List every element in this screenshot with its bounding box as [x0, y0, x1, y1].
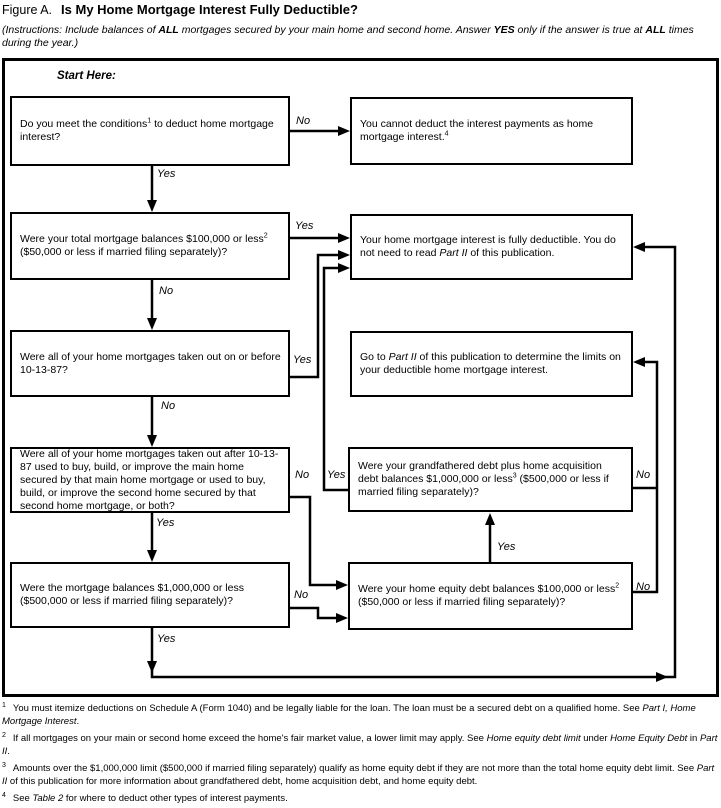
- footnote-4-marker: 4: [2, 791, 6, 799]
- label-r4-no: No: [636, 469, 651, 481]
- label-r5-no: No: [636, 581, 651, 593]
- box-q3-text: Were all of your home mortgages taken out on or before 10-13-87?: [20, 350, 281, 376]
- footnote-4-text: See Table 2 for where to deduct other types of interest payments.: [12, 793, 288, 804]
- footnote-3-text: Amounts over the $1,000,000 limit ($500,000 if married filing separately) qualify as home equity debt if they are not more than the total home equity debt limit. See Part II of this publication for more information about grandfathered debt, home acquisition debt, and home equity debt.: [2, 763, 715, 787]
- footnote-1-marker: 1: [2, 701, 6, 709]
- box-r3-go-to-part2: [350, 331, 633, 397]
- label-q2-no: No: [159, 285, 174, 297]
- box-r1-cannot-deduct: [350, 97, 633, 165]
- label-q1-no: No: [296, 115, 311, 127]
- label-q4-no: No: [295, 469, 310, 481]
- label-q5-yes: Yes: [157, 633, 176, 645]
- label-q3-no: No: [161, 400, 176, 412]
- label-q1-yes: Yes: [157, 168, 176, 180]
- label-r4-yes: Yes: [327, 469, 346, 481]
- instructions-text: (Instructions: Include balances of ALL mortgages secured by your main home and second home. Answer YES only if the answer is true at ALL times during the year.): [2, 24, 694, 49]
- footnote-2-text: If all mortgages on your main or second home exceed the home's fair market value, a lower limit may apply. See Home equity debt limit under Home Equity Debt in Part II.: [2, 733, 718, 757]
- box-r1-text: You cannot deduct the interest payments as home mortgage interest.$^4$: [360, 118, 594, 143]
- box-q5-mortgage-balances: [10, 562, 290, 628]
- box-q2-text: Were your total mortgage balances $100,000 or less$^2$ ($50,000 or less if married filing separately)?: [20, 232, 268, 258]
- box-q1-text: Do you meet the conditions$^1$ to deduct home mortgage interest?: [20, 117, 274, 143]
- figure-label: Figure A.: [2, 3, 53, 17]
- label-r5-yes: Yes: [497, 541, 516, 553]
- footnote-4: [2, 792, 718, 805]
- box-q5-text: Were the mortgage balances $1,000,000 or less ($500,000 or less if married filing separately)?: [20, 582, 244, 607]
- footnote-2-marker: 2: [2, 731, 6, 739]
- box-r4-grandfathered-debt: [348, 447, 633, 512]
- box-q2-total-balances: [10, 212, 290, 280]
- footnotes-section: [2, 702, 718, 808]
- label-q4-yes: Yes: [156, 517, 175, 529]
- footnote-3: [2, 762, 718, 788]
- footnote-2: [2, 732, 718, 758]
- label-q2-yes: Yes: [295, 220, 314, 232]
- start-here-label: Start Here:: [57, 70, 116, 82]
- box-r3-text: Go to Part II of this publication to determine the limits on your deductible home mortgage interest.: [360, 351, 621, 376]
- box-r5-text: Were your home equity debt balances $100,000 or less$^2$ ($50,000 or less if married filing separately)?: [358, 582, 620, 608]
- box-q3-before-101387: [10, 330, 290, 397]
- footnote-1-text: You must itemize deductions on Schedule A (Form 1040) and be legally liable for the loan. The loan must be a secured debt on a qualified home. See Part I, Home Mortgage Interest.: [2, 703, 696, 727]
- box-r2-fully-deductible: [350, 214, 633, 280]
- box-q1-conditions: [10, 96, 290, 166]
- footnote-3-marker: 3: [2, 761, 6, 769]
- box-r5-home-equity-debt: [348, 562, 633, 630]
- footnote-1: [2, 702, 718, 728]
- box-q4-after-101387: [10, 447, 290, 513]
- box-r4-text: Were your grandfathered debt plus home acquisition debt balances $1,000,000 or less$^3$ ($500,000 or less if married filing separately)?: [358, 460, 609, 498]
- page-title: Is My Home Mortgage Interest Fully Deductible?: [61, 2, 358, 17]
- box-r2-text: Your home mortgage interest is fully deductible. You do not need to read Part II of this publication.: [360, 234, 616, 259]
- label-q3-yes: Yes: [293, 354, 312, 366]
- box-q4-text: Were all of your home mortgages taken out after 10-13-87 used to buy, build, or improve the main home secured by that main home mortgage or used to buy, build, or improve the second home secured by that second home mortgage, or both?: [20, 447, 279, 512]
- page-title-row: [2, 1, 358, 19]
- label-q5-no: No: [294, 589, 309, 601]
